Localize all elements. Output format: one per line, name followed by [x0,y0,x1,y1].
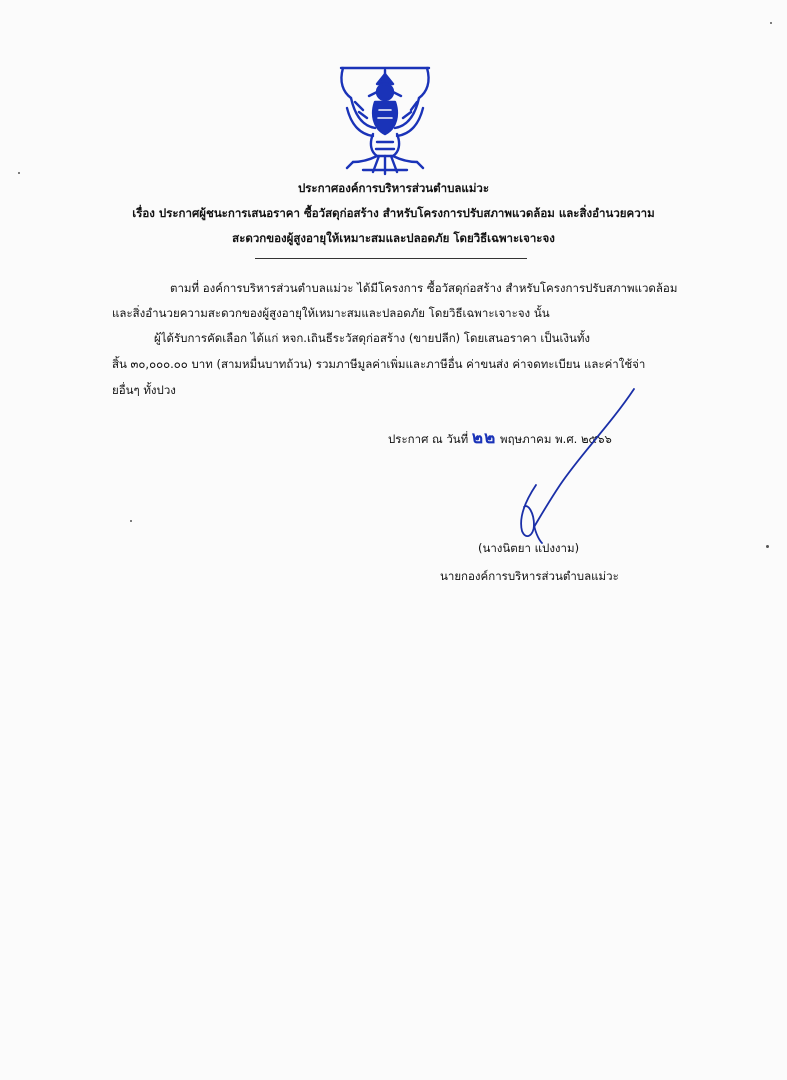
handwritten-signature [500,385,640,545]
scan-speck [766,545,769,548]
heading-divider [255,258,527,259]
scan-speck [130,520,132,522]
paragraph-2-line-3: ยอื่นๆ ทั้งปวง [112,383,176,397]
subject-line-2: สะดวกของผู้สูงอายุให้เหมาะสมและปลอดภัย โดยวิธีเฉพาะเจาะจง [232,231,555,245]
paragraph-1-line-2: และสิ่งอำนวยความสะดวกของผู้สูงอายุให้เหมาะสมและปลอดภัย โดยวิธีเฉพาะเจาะจง นั้น [112,306,550,320]
signatory-position: นายกองค์การบริหารส่วนตำบลแม่วะ [440,569,619,583]
paragraph-2-line-1: ผู้ได้รับการคัดเลือก ได้แก่ หจก.เถินธีระวัสดุก่อสร้าง (ขายปลีก) โดยเสนอราคา เป็นเงินทั้ง [154,331,591,345]
scan-speck [18,172,20,174]
document-title: ประกาศองค์การบริหารส่วนตำบลแม่วะ [297,181,490,195]
announcement-prefix: ประกาศ ณ วันที่ [388,432,469,446]
announcement-month-year: พฤษภาคม พ.ศ. ๒๕๖๖ [500,432,612,446]
signatory-name: (นางนิตยา แปงงาม) [478,541,580,555]
paragraph-2-line-2: สิ้น ๓๐,๐๐๐.๐๐ บาท (สามหมื่นบาทถ้วน) รวมภาษีมูลค่าเพิ่มและภาษีอื่น ค่าขนส่ง ค่าจดทะเบียน และค่าใช้จ่า [112,357,646,371]
scan-speck [770,22,772,24]
announcement-day-handwritten: ๒๒ [471,428,497,448]
paragraph-1-line-1: ตามที่ องค์การบริหารส่วนตำบลแม่วะ ได้มีโครงการ ซื้อวัสดุก่อสร้าง สำหรับโครงการปรับสภาพแวดล้อม [170,281,678,295]
subject-line-1: เรื่อง ประกาศผู้ชนะการเสนอราคา ซื้อวัสดุก่อสร้าง สำหรับโครงการปรับสภาพแวดล้อม และสิ่งอำนวยความ [132,206,655,220]
garuda-emblem-icon [333,62,437,178]
